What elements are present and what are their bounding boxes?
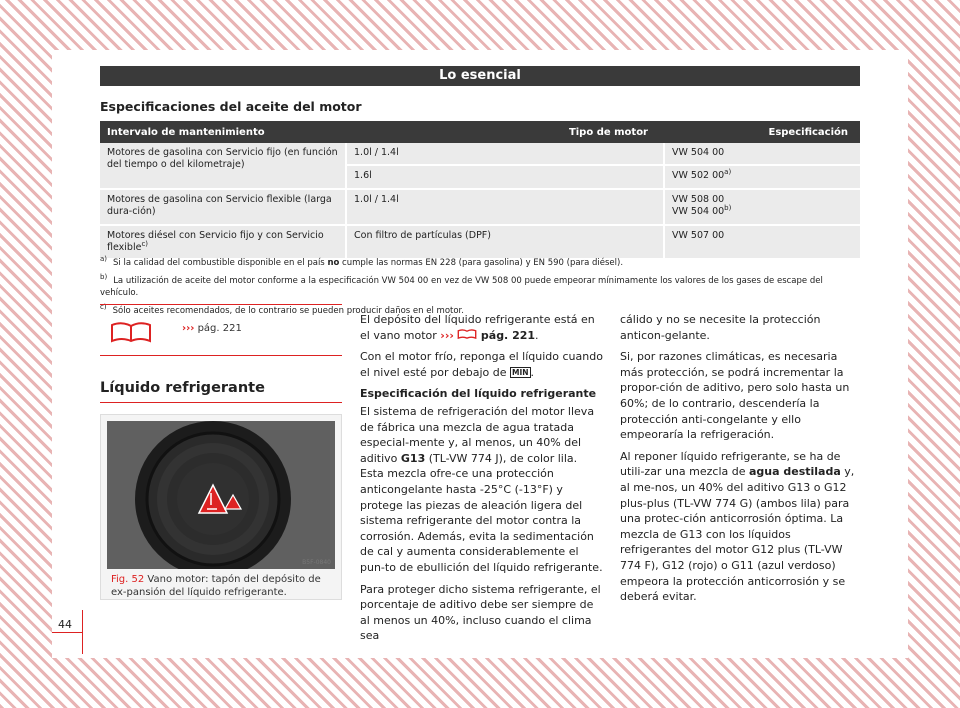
caption-text: Vano motor: tapón del depósito de ex-pansión del líquido refrigerante. [111, 574, 321, 598]
footnote-text: La utilización de aceite del motor conforme a la especificación VW 504 00 en vez de VW 508 00 puede empeorar mínimamente los valores de los gases de escape del vehículo. [100, 276, 823, 298]
footnote-text: cumple las normas EN 228 (para gasolina) y EN 590 (para diésel). [339, 258, 624, 268]
interval-cell: Motores de gasolina con Servicio flexible (larga dura-ción) [100, 189, 346, 225]
text: El sistema de refrigeración del motor lleva de fábrica una mezcla de agua tratada especial-mente y, al menos, un 40% del aditivo [360, 404, 595, 465]
footnote-mark: a) [100, 255, 108, 264]
text-emphasis: agua destilada [748, 465, 841, 479]
figure-label: Fig. 52 [111, 574, 145, 585]
footnote-text: Si la calidad del combustible disponible en el país [113, 258, 328, 268]
table-row [100, 189, 860, 225]
footnote [100, 257, 860, 269]
spec-value: VW 502 00 [672, 170, 725, 181]
spec-cell [664, 165, 860, 189]
page-reference-link[interactable]: pág. 221 [480, 328, 536, 342]
text: Con el motor frío, reponga el líquido cuando el nivel esté por debajo de [360, 350, 603, 379]
table-header-row [100, 121, 860, 143]
text: (TL-VW 774 J), de color lila. Esta mezcla ofre-ce una protección anticongelante hasta -25°C (-13°F) y protege las piezas de aleación ligera del sistema refrigerante del motor contra la corrosión. Además, evita la sedimentación de cal y aumenta considerablemente el pun-to de ebullición del líquido refrigerante. [360, 451, 603, 574]
reference-text: pág. 221 [197, 323, 242, 334]
text: y, al me-nos, un 40% del aditivo G13 o G12 plus-plus (TL-VW 774 G) (ambos lila) para una protec-ción anticorrosión óptima. La mezcla de G13 con los líquidos refrigerantes del motor G12 plus (TL-VW 774 F), G12 (rojo) o G11 (azul verdoso) empeora la protección anticorrosión y se deberá evitar. [620, 465, 855, 604]
column-header: Tipo de motor [346, 121, 664, 143]
manual-page [52, 50, 908, 658]
text: . [535, 328, 539, 342]
paragraph-heading: Especificación del líquido refrigerante [360, 387, 597, 401]
paragraph: cálido y no se necesite la protección anticon-gelante. [620, 313, 821, 342]
engine-cell: 1.0l / 1.4l [346, 189, 664, 225]
footnote-mark: c) [100, 303, 107, 312]
margin-line [52, 632, 82, 633]
page-reference-box [100, 304, 342, 356]
text-emphasis: G13 [400, 451, 426, 465]
paragraph [620, 449, 860, 605]
subsection-title: Líquido refrigerante [100, 380, 265, 396]
footnote-mark: b) [100, 273, 108, 282]
paragraph [360, 404, 604, 576]
table-row [100, 225, 860, 259]
engine-cell: 1.0l / 1.4l [346, 143, 664, 165]
interval-cell: Motores de gasolina con Servicio fijo (en función del tiempo o del kilometraje) [100, 143, 346, 189]
paragraph: Si, por razones climáticas, es necesaria más protección, se podrá incrementar la propor-ción de aditivo, pero solo hasta un 60%; de lo contrario, descendería la protección anti-congelante y ello empeoraría la refrigeración. [620, 350, 850, 442]
footnote [100, 275, 860, 299]
table-row [100, 143, 860, 165]
spec-value-2 [672, 203, 853, 218]
figure-code: B5F-0840 [302, 559, 331, 566]
figure [100, 414, 342, 600]
engine-cell: Con filtro de partículas (DPF) [346, 225, 664, 259]
spec-cell [664, 189, 860, 225]
oil-spec-table [100, 121, 860, 260]
text: Al reponer líquido refrigerante, se ha de utili-zar una mezcla de [620, 449, 841, 479]
page-reference-link[interactable] [182, 323, 242, 334]
column-header: Especificación [664, 121, 860, 143]
spec-value: VW 504 00 [672, 206, 725, 217]
page-number: 44 [58, 618, 72, 631]
text: . [530, 365, 535, 379]
min-mark-icon: MIN [512, 367, 529, 377]
interval-cell [100, 225, 346, 259]
open-book-icon [110, 319, 152, 347]
spec-value: VW 508 00 [672, 194, 725, 205]
section-title: Especificaciones del aceite del motor [100, 99, 362, 114]
paragraph [360, 312, 604, 343]
engine-cell: 1.6l [346, 165, 664, 189]
figure-caption [111, 573, 335, 599]
footnote-mark: c) [141, 239, 149, 248]
footnote-emphasis: no [327, 258, 340, 268]
footnote-mark: a) [724, 167, 732, 176]
chevron-icon: ››› [440, 328, 454, 342]
margin-line [82, 610, 83, 654]
paragraph: Para proteger dicho sistema refrigerante, el porcentaje de aditivo debe ser siempre de al menos un 40%, incluso cuando el clima sea [360, 582, 601, 643]
text-column-2 [620, 312, 860, 611]
divider [100, 402, 342, 403]
interval-text: Motores diésel con Servicio fijo y con Servicio flexible [107, 230, 324, 253]
chapter-header: Lo esencial [100, 66, 860, 86]
spec-cell: VW 507 00 [664, 225, 860, 259]
spec-cell: VW 504 00 [664, 143, 860, 165]
paragraph [360, 349, 604, 380]
text-column-1 [360, 312, 604, 650]
coolant-cap-photo [107, 421, 335, 569]
book-icon [457, 329, 477, 342]
footnote-text: Sólo aceites recomendados, de lo contrario se pueden producir daños en el motor. [112, 306, 464, 316]
chevron-icon: ››› [182, 323, 195, 334]
column-header: Intervalo de mantenimiento [100, 121, 346, 143]
footnote-mark: b) [724, 203, 732, 212]
text: El depósito del líquido refrigerante está en el vano motor [360, 313, 595, 342]
